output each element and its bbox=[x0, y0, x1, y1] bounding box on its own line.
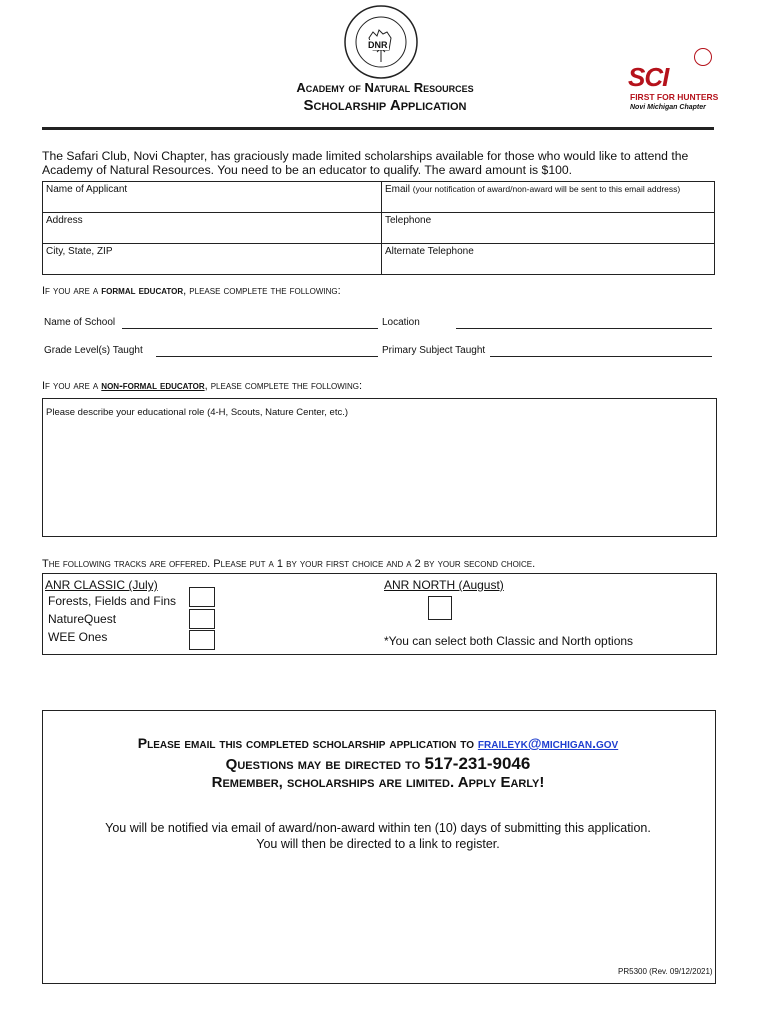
school-label: Name of School bbox=[44, 317, 116, 328]
form-number: PR5300 (Rev. 09/12/2021) bbox=[618, 967, 713, 976]
header-rule bbox=[42, 127, 714, 130]
applicant-info-table bbox=[42, 181, 715, 275]
grade-label: Grade Level(s) Taught bbox=[44, 345, 143, 356]
subject-input-line[interactable] bbox=[490, 346, 712, 357]
email-instruction-text: Please email this completed scholarship application to bbox=[137, 735, 478, 751]
notification-line-1: You will be notified via email of award/non-award within ten (10) days of submitting this application. bbox=[105, 821, 651, 835]
name-label: Name of Applicant bbox=[46, 184, 128, 195]
email-instruction bbox=[42, 735, 714, 751]
email-label: Email bbox=[385, 184, 411, 195]
address-field[interactable] bbox=[43, 213, 382, 244]
seal-text: DNR bbox=[368, 40, 388, 50]
notification-info bbox=[42, 820, 714, 852]
email-note: (your notification of award/non-award will be sent to this email address) bbox=[412, 184, 681, 194]
sci-tagline: FIRST FOR HUNTERS bbox=[630, 92, 719, 102]
track-naturequest: NatureQuest bbox=[48, 612, 117, 626]
telephone-field[interactable] bbox=[382, 213, 715, 244]
address-label: Address bbox=[46, 215, 83, 226]
nonformal-heading-post: , please complete the following: bbox=[204, 380, 363, 392]
location-input-line[interactable] bbox=[456, 318, 712, 329]
questions-line bbox=[42, 754, 714, 774]
anr-north-choice-box[interactable] bbox=[428, 596, 452, 620]
anr-north-title: ANR NORTH (August) bbox=[384, 578, 504, 592]
naturequest-choice-box[interactable] bbox=[189, 609, 215, 629]
formal-educator-heading bbox=[42, 285, 341, 297]
school-input-line[interactable] bbox=[122, 318, 378, 329]
city-state-zip-field[interactable] bbox=[43, 244, 382, 275]
alt-telephone-field[interactable] bbox=[382, 244, 715, 275]
forests-fields-fins-choice-box[interactable] bbox=[189, 587, 215, 607]
application-title: Scholarship Application bbox=[303, 97, 467, 114]
anr-classic-title: ANR CLASSIC (July) bbox=[45, 578, 158, 592]
formal-heading-pre: If you are a bbox=[42, 285, 102, 297]
track-forests-fields-fins: Forests, Fields and Fins bbox=[48, 594, 177, 608]
formal-heading-bold: formal educator bbox=[101, 285, 184, 297]
questions-text: Questions may be directed to bbox=[225, 756, 425, 773]
location-label: Location bbox=[382, 317, 420, 328]
wee-ones-choice-box[interactable] bbox=[189, 630, 215, 650]
formal-heading-post: , please complete the following: bbox=[183, 285, 341, 297]
name-field[interactable] bbox=[43, 182, 382, 213]
reminder-line: Remember, scholarships are limited. Apply Early! bbox=[211, 774, 545, 791]
educational-role-label: Please describe your educational role (4-H, Scouts, Nature Center, etc.) bbox=[46, 407, 349, 418]
telephone-label: Telephone bbox=[385, 215, 432, 226]
globe-icon bbox=[694, 48, 712, 66]
nonformal-educator-heading bbox=[42, 380, 362, 392]
academy-title: Academy of Natural Resources bbox=[296, 80, 474, 95]
intro-paragraph: The Safari Club, Novi Chapter, has graciously made limited scholarships available for those who would like to attend the Academy of Natural Resources. You need to be an educator to qualify. The award amount is $100. bbox=[42, 149, 689, 177]
sci-logo-text: SCI bbox=[628, 62, 669, 92]
tracks-note: *You can select both Classic and North options bbox=[384, 634, 634, 648]
submission-email-link[interactable]: fraileyk@michigan.gov bbox=[477, 735, 619, 751]
sci-chapter: Novi Michigan Chapter bbox=[630, 104, 706, 111]
notification-line-2: You will then be directed to a link to register. bbox=[256, 837, 500, 851]
city-label: City, State, ZIP bbox=[46, 246, 113, 257]
nonformal-heading-bold: non-formal educator bbox=[101, 380, 205, 392]
sci-logo bbox=[628, 48, 720, 118]
track-wee-ones: WEE Ones bbox=[48, 630, 108, 644]
email-field[interactable] bbox=[382, 182, 715, 213]
tracks-heading: The following tracks are offered. Please put a 1 by your first choice and a 2 by your second choice. bbox=[42, 558, 536, 570]
nonformal-heading-pre: If you are a bbox=[42, 380, 102, 392]
dnr-seal-logo bbox=[343, 4, 419, 80]
educational-role-textarea[interactable] bbox=[42, 398, 717, 537]
contact-phone: 517-231-9046 bbox=[424, 754, 531, 773]
subject-label: Primary Subject Taught bbox=[382, 345, 486, 356]
alt-telephone-label: Alternate Telephone bbox=[385, 246, 474, 257]
grade-input-line[interactable] bbox=[156, 346, 378, 357]
